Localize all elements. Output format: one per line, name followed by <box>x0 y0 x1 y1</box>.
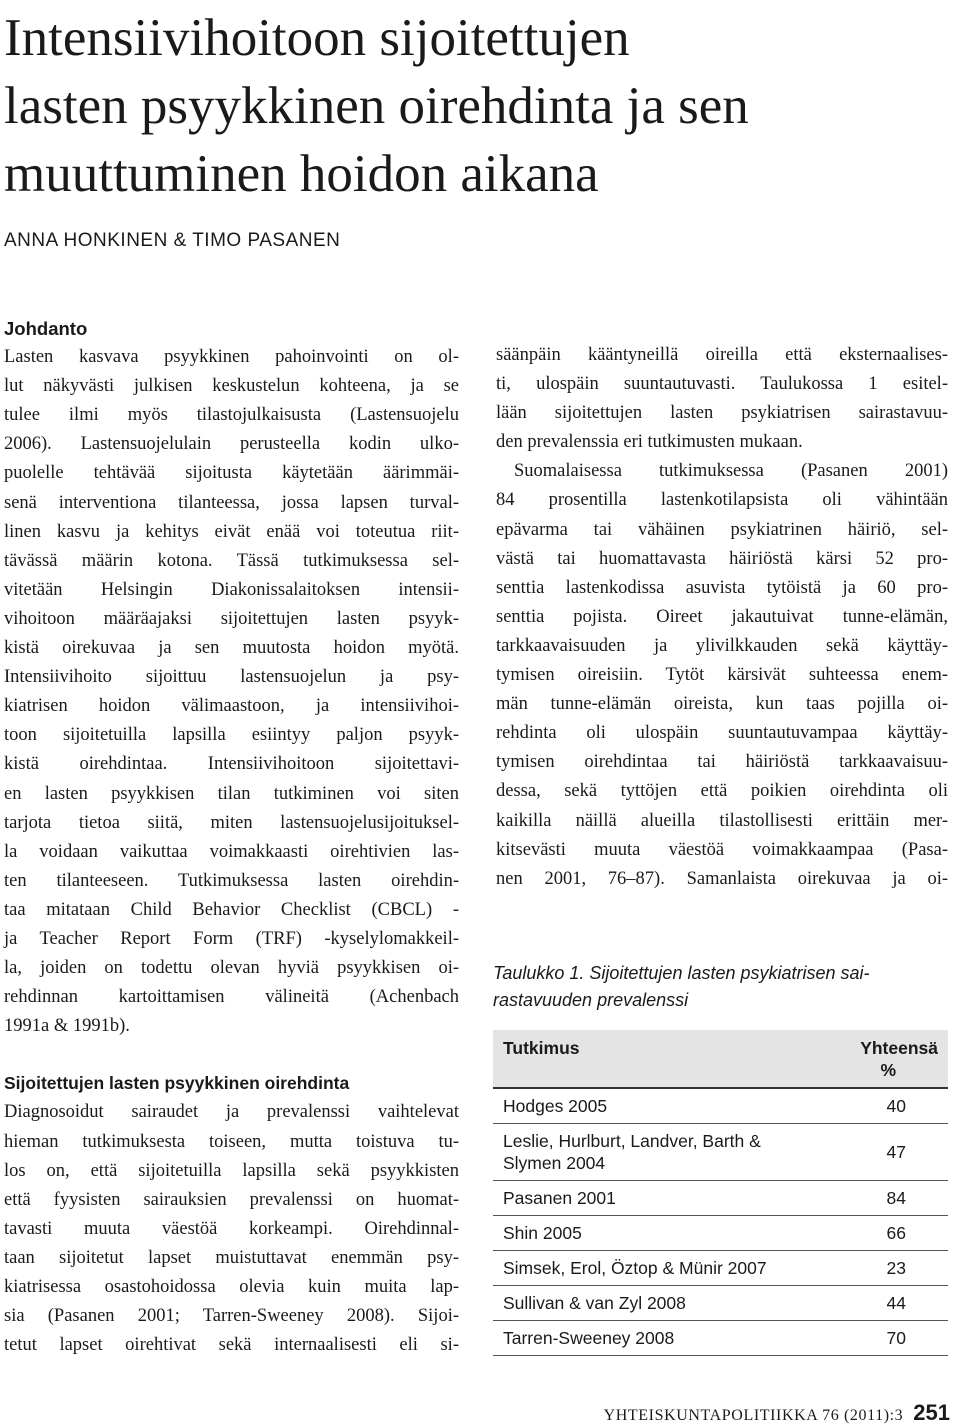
table-caption <box>493 960 948 1014</box>
text-line: västä tai huomattavasta häiriöstä kärsi 52 pro- <box>496 548 948 569</box>
title-line: Intensiivihoitoon sijoitettujen <box>4 9 630 67</box>
text-line: puolelle tehtävää sijoitusta käytetään äärimmäi- <box>4 463 459 484</box>
study-line: Leslie, Hurlburt, Landver, Barth & <box>503 1131 761 1151</box>
text-line: senttia lastenkodissa asuvista tytöistä ja 60 pro- <box>496 577 948 598</box>
text-line: epävarma tai vähäinen psykiatrinen häiriö, sel- <box>496 519 948 540</box>
section-heading-oirehdinta: Sijoitettujen lasten psyykkinen oirehdinta <box>4 1073 350 1094</box>
text-line: ti, ulospäin suuntautuvasti. Taulukossa 1 esitel- <box>496 374 948 395</box>
right-column <box>496 341 948 894</box>
text-line: tymisen oirehdintaa tai häiriöstä tarkkaavaisuu- <box>496 752 948 773</box>
text-line: 84 prosentilla lastenkotilapsista oli vähintään <box>496 490 948 511</box>
journal-name: YHTEISKUNTAPOLITIIKKA 76 (2011):3 <box>603 1407 904 1424</box>
text-line: tetut lapset oirehtivat sekä internaalisesti eli si- <box>4 1335 459 1356</box>
text-line: la voidaan vaikuttaa voimakkaasti oirehtivien las- <box>4 841 459 862</box>
table-row <box>493 1286 948 1321</box>
table-row <box>493 1124 948 1181</box>
paragraph-continuation <box>496 341 948 457</box>
study-cell: Pasanen 2001 <box>493 1181 818 1216</box>
text-line: kistä oirehdintaa. Intensiivihoitoon sijoitettavi- <box>4 754 459 775</box>
text-line: kistä oirekuvaa ja sen muutosta hoidon myötä. <box>4 638 459 659</box>
value-cell: 40 <box>818 1088 948 1124</box>
value-cell: 47 <box>818 1124 948 1181</box>
column-header-study: Tutkimus <box>493 1030 818 1088</box>
text-line: ja Teacher Report Form (TRF) -kyselylomakkeil- <box>4 928 459 949</box>
caption-line: Taulukko 1. Sijoitettujen lasten psykiatrisen sai- <box>493 963 870 983</box>
value-cell: 66 <box>818 1216 948 1251</box>
prevalence-table <box>493 1030 948 1356</box>
value-cell: 44 <box>818 1286 948 1321</box>
text-line: lään sijoitettujen lasten psykiatrisen sairastavuu- <box>496 403 948 424</box>
text-line: toon sijoitetuilla lapsilla esiintyy paljon psyyk- <box>4 725 459 746</box>
text-line: kiatrisessa osastohoidossa olevia kuin muita lap- <box>4 1277 459 1297</box>
title-line: muuttuminen hoidon aikana <box>4 145 599 203</box>
text-line: tävässä määrin kotona. Tässä tutkimuksessa sel- <box>4 550 459 571</box>
text-line: Diagnosoidut sairaudet ja prevalenssi vaihtelevat <box>4 1102 459 1123</box>
text-line: 2006). Lastensuojelulain perusteella kodin ulko- <box>4 434 459 455</box>
text-line: tarjota tietoa siitä, miten lastensuojelusijoituksel- <box>4 812 459 833</box>
text-line: taan sijoitetut lapset muistuttavat enemmän psy- <box>4 1247 459 1268</box>
page-number: 251 <box>913 1400 950 1425</box>
authors: ANNA HONKINEN & TIMO PASANEN <box>4 230 341 251</box>
table-row <box>493 1321 948 1356</box>
table-row <box>493 1088 948 1124</box>
value-cell: 23 <box>818 1251 948 1286</box>
text-line: senä interventiona tilanteessa, jossa lapsen turval- <box>4 492 459 513</box>
text-line: nen 2001, 76–87). Samanlaista oirekuvaa ja oi- <box>496 868 948 889</box>
study-cell: Sullivan & van Zyl 2008 <box>493 1286 818 1321</box>
paragraph-finnish-study <box>496 457 948 893</box>
text-line: Lasten kasvava psyykkinen pahoinvointi on ol- <box>4 347 459 368</box>
text-line: kiatrisen hoidon välimaastoon, ja intensiivihoi- <box>4 696 459 717</box>
text-line: rehdinta oli ulospäin suuntautuvampaa käyttäy- <box>496 723 948 744</box>
text-line: taa mitataan Child Behavior Checklist (CBCL) - <box>4 899 459 920</box>
page-footer <box>604 1400 950 1426</box>
study-line: Slymen 2004 <box>503 1153 606 1173</box>
text-line: linen kasvu ja kehitys eivät enää voi toteutua riit- <box>4 521 459 542</box>
text-line: tarkkaavaisuuden ja ylivilkkauden sekä käyttäy- <box>496 635 948 656</box>
text-line: tymisen oireisiin. Tytöt kärsivät suhteessa enem- <box>496 665 948 686</box>
table-row <box>493 1181 948 1216</box>
table-header-row <box>493 1030 948 1088</box>
table-row <box>493 1216 948 1251</box>
text-line: dessa, sekä tyttöjen että poikien oirehdinta oli <box>496 781 948 802</box>
text-line: kaikilla näillä alueilla tilastollisesti erittäin mer- <box>496 810 948 831</box>
text-line: ten tilanteeseen. Tutkimuksessa lasten oirehdin- <box>4 870 459 891</box>
text-line: vihoitoon määräajaksi sijoitettujen lasten psyyk- <box>4 608 459 629</box>
text-line: män tunne-elämän oireista, kun taas pojilla oi- <box>496 694 948 715</box>
article-title <box>4 4 944 208</box>
paragraph-oirehdinta <box>4 1098 459 1360</box>
text-line: den prevalenssia eri tutkimusten mukaan. <box>496 432 803 453</box>
spacer <box>4 1041 459 1069</box>
text-line: la, joiden on todettu olevan hyviä psyykkisen oi- <box>4 958 459 979</box>
text-line: hieman tutkimuksesta toiseen, mutta toistuva tu- <box>4 1131 459 1152</box>
text-line: että fyysisten sairauksien prevalenssi on huomat- <box>4 1189 459 1210</box>
left-column <box>4 314 459 1360</box>
study-cell: Hodges 2005 <box>493 1088 818 1124</box>
study-cell <box>493 1124 818 1181</box>
caption-line: rastavuuden prevalenssi <box>493 990 689 1010</box>
text-line: vitetään Helsingin Diakonissalaitoksen intensii- <box>4 579 459 600</box>
column-header-total <box>818 1030 948 1088</box>
text-line: lut näkyvästi julkisen keskustelun kohteena, ja se <box>4 376 459 397</box>
study-cell: Shin 2005 <box>493 1216 818 1251</box>
value-cell: 70 <box>818 1321 948 1356</box>
title-line: lasten psyykkinen oirehdinta ja sen <box>4 77 749 135</box>
text-line: kitsevästi muuta väestöä voimakkaampaa (Pasa- <box>496 839 948 860</box>
text-line: Suomalaisessa tutkimuksessa (Pasanen 2001) <box>514 461 948 482</box>
study-cell: Tarren-Sweeney 2008 <box>493 1321 818 1356</box>
text-line: los on, että sijoitetuilla lapsilla sekä psyykkisten <box>4 1160 459 1181</box>
text-line: senttia pojista. Oireet jakautuivat tunne-elämän, <box>496 606 948 627</box>
text-line: tavasti muuta väestöä korkeampi. Oirehdinnal- <box>4 1218 459 1239</box>
header-total-unit: % <box>880 1060 896 1080</box>
text-line: sia (Pasanen 2001; Tarren-Sweeney 2008). Sijoi- <box>4 1306 459 1327</box>
text-line: en lasten psyykkisen tilan tutkiminen voi siten <box>4 783 459 804</box>
value-cell: 84 <box>818 1181 948 1216</box>
text-line: Intensiivihoito sijoittuu lastensuojelun ja psy- <box>4 667 459 688</box>
header-total-label: Yhteensä <box>860 1038 938 1058</box>
text-line: tulee ilmi myös tilastojulkaisusta (Lastensuojelu <box>4 405 459 426</box>
paragraph-intro <box>4 343 459 1041</box>
section-heading-johdanto: Johdanto <box>4 318 88 339</box>
text-line: säänpäin kääntyneillä oireilla että eksternaalises- <box>496 345 948 365</box>
study-cell: Simsek, Erol, Öztop & Münir 2007 <box>493 1251 818 1286</box>
text-line: rehdinnan kartoittamisen välineitä (Achenbach <box>4 987 459 1008</box>
table-row <box>493 1251 948 1286</box>
text-line: 1991a & 1991b). <box>4 1016 130 1037</box>
